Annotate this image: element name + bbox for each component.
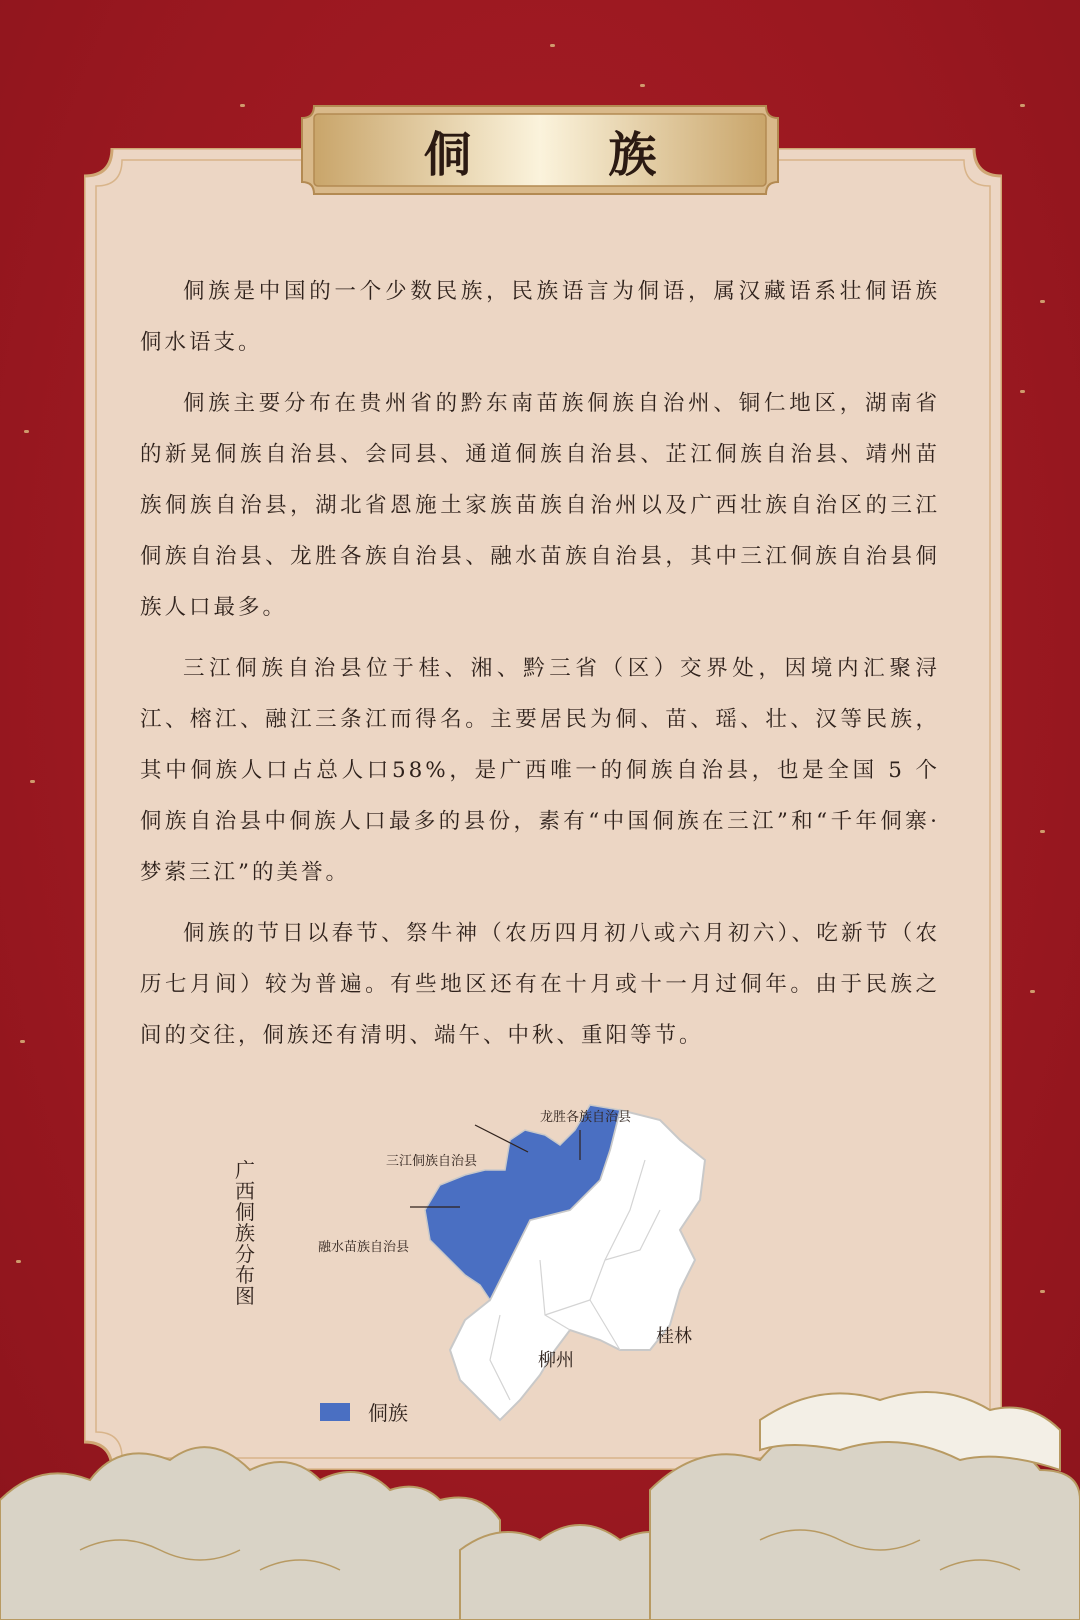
label-sanjiang: 三江侗族自治县 (386, 1154, 478, 1169)
gold-fleck (1030, 990, 1035, 993)
gold-fleck (16, 1260, 21, 1263)
paragraph-intro: 侗族是中国的一个少数民族，民族语言为侗语，属汉藏语系壮侗语族侗水语支。 (140, 279, 940, 355)
label-longsheng: 龙胜各族自治县 (540, 1110, 632, 1125)
paragraph-distribution: 侗族主要分布在贵州省的黔东南苗族侗族自治州、铜仁地区，湖南省的新晃侗族自治县、会同县、通道侗族自治县、芷江侗族自治县、靖州苗族侗族自治县，湖北省恩施土家族苗族自治州以及广西壮族自治区的三江侗族自治县、龙胜各族自治县、融水苗族自治县，其中三江侗族自治县侗族人口最多。 (140, 391, 940, 620)
article-body (140, 266, 940, 1071)
cloud-decoration (0, 1380, 1080, 1620)
gold-fleck (1040, 1290, 1045, 1293)
title-plaque (300, 104, 780, 196)
gold-fleck (20, 1040, 25, 1043)
gold-fleck (30, 780, 35, 783)
gold-fleck (1040, 830, 1045, 833)
label-guilin: 桂林 (656, 1326, 692, 1347)
gold-fleck (240, 104, 245, 107)
gold-fleck (550, 44, 555, 47)
gold-fleck (640, 84, 645, 87)
gold-fleck (1020, 390, 1025, 393)
legend-label: 侗族 (368, 1401, 408, 1425)
gold-fleck (24, 430, 29, 433)
gold-fleck (1020, 104, 1025, 107)
page-title: 侗 族 (423, 126, 717, 183)
map-title: 广西侗族分布图 (235, 1158, 255, 1308)
label-liuzhou: 柳州 (538, 1350, 574, 1371)
label-rongshui: 融水苗族自治县 (318, 1240, 410, 1255)
paragraph-festivals: 侗族的节日以春节、祭牛神（农历四月初八或六月初六）、吃新节（农历七月间）较为普遍。有些地区还有在十月或十一月过侗年。由于民族之间的交往，侗族还有清明、端午、中秋、重阳等节。 (140, 921, 940, 1048)
gold-fleck (1040, 300, 1045, 303)
paragraph-sanjiang: 三江侗族自治县位于桂、湘、黔三省（区）交界处，因境内汇聚浔江、榕江、融江三条江而得名。主要居民为侗、苗、瑶、壮、汉等民族，其中侗族人口占总人口58%，是广西唯一的侗族自治县，也是全国 5 个侗族自治县中侗族人口最多的县份，素有“中国侗族在三江”和“千年侗寨·梦萦三江”的美誉。 (140, 656, 940, 885)
